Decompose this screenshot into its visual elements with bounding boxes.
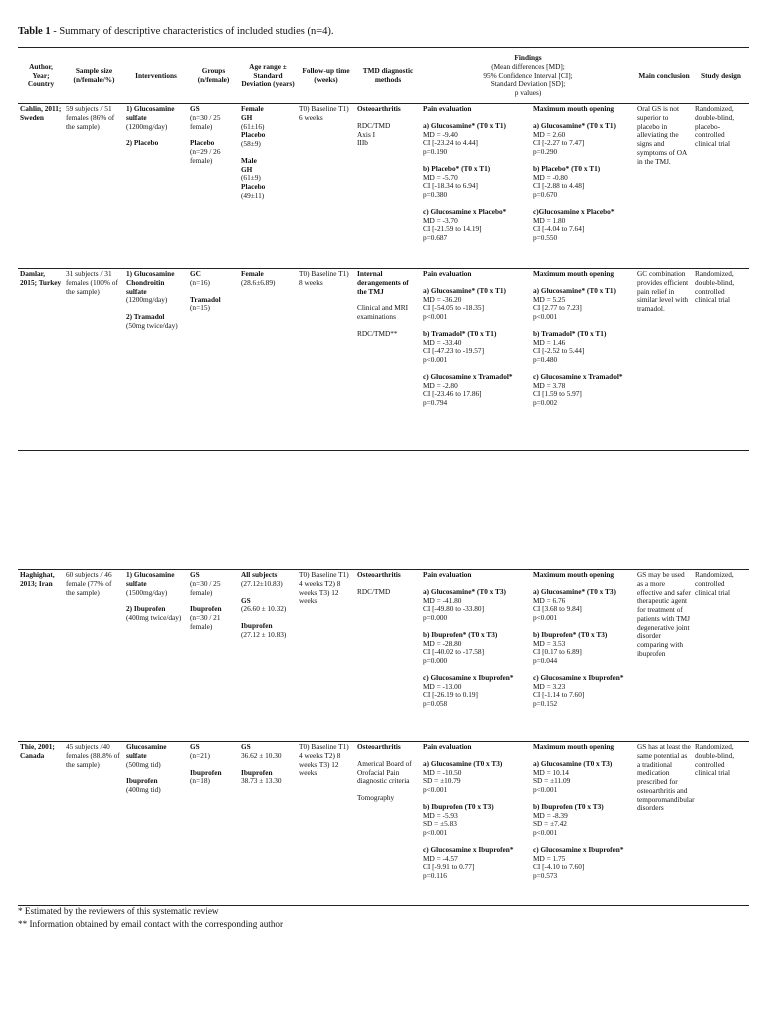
intervention-1: 1) Glucosamine Chondroitin sulfate xyxy=(126,269,175,296)
group-1-detail: (n=16) xyxy=(190,277,210,287)
pain-evaluation-cell xyxy=(421,104,531,269)
conclusion-cell xyxy=(635,570,693,742)
pain-evaluation-title: Pain evaluation xyxy=(423,104,472,113)
study-design-text: Randomized, double-blind, controlled clinical trial xyxy=(695,742,735,778)
finding-value: p=0.380 xyxy=(423,190,448,199)
finding-value: p<0.001 xyxy=(423,312,448,321)
sample-size-text: 45 subjects /40 females (88.8% of the sample) xyxy=(66,742,120,769)
finding-heading: c)Glucosamine x Placebo* xyxy=(533,206,615,216)
sample-size-cell xyxy=(64,104,124,269)
finding-value: p=0.480 xyxy=(533,355,558,364)
tmd-method-line: Osteoarthritis xyxy=(357,570,401,579)
tmd-method-line: Tomography xyxy=(357,793,395,802)
finding-value: p=0.152 xyxy=(533,699,558,708)
finding-value: MD = -5.93 xyxy=(423,810,458,820)
intervention-2-dose: (50mg twice/day) xyxy=(126,320,178,330)
finding-value: MD = -28.80 xyxy=(423,638,462,648)
conclusion-cell xyxy=(635,104,693,269)
header-findings-line: (Mean differences [MD]; xyxy=(491,61,565,71)
group-2-detail: (n=15) xyxy=(190,303,210,313)
age-line: (58±9) xyxy=(241,139,261,148)
conclusion-text: GS has at least the same potential as a traditional medication prescribed for osteoarthritis and temporomandibular disorders xyxy=(637,742,695,813)
tmd-method-line: RDC/TMD** xyxy=(357,328,398,338)
finding-value: p<0.001 xyxy=(533,828,558,837)
finding-heading: a) Glucosamine* (T0 x T1) xyxy=(533,120,616,130)
header-conclusion: Main conclusion xyxy=(638,70,690,80)
finding-value: MD = -41.80 xyxy=(423,595,462,605)
study-design-text: Randomized, double-blind, placebo-controlled clinical trial xyxy=(695,104,735,148)
group-2: Ibuprofen xyxy=(190,767,222,777)
finding-value: p=0.550 xyxy=(533,233,558,242)
intervention-1: 1) Glucosamine sulfate xyxy=(126,570,175,588)
follow-up-cell xyxy=(297,104,355,269)
table-caption-text: - Summary of descriptive characteristics of included studies (n=4). xyxy=(50,26,334,37)
intervention-2-dose: (400mg tid) xyxy=(126,785,161,794)
finding-heading: a) Glucosamine (T0 x T3) xyxy=(423,758,503,768)
interventions-cell xyxy=(124,742,188,902)
follow-up-cell xyxy=(297,269,355,449)
group-2: Ibuprofen xyxy=(190,604,222,614)
groups-cell xyxy=(188,570,239,742)
follow-up-text: T0) Baseline T1) 4 weeks T2) 8 weeks T3) 12 weeks xyxy=(299,742,349,778)
study-design-cell xyxy=(693,269,749,449)
intervention-2: 2) Placebo xyxy=(126,138,159,148)
header-interventions: Interventions xyxy=(135,70,177,80)
mouth-opening-cell xyxy=(531,742,635,902)
study-design-cell xyxy=(693,570,749,742)
finding-heading: a) Glucosamine* (T0 x T3) xyxy=(423,586,506,596)
finding-value: SD = ±11.09 xyxy=(533,776,571,786)
finding-value: p=0.000 xyxy=(423,613,448,622)
age-cell xyxy=(239,742,297,902)
intervention-1-dose: (1200mg/day) xyxy=(126,121,168,131)
intervention-1: 1) Glucosamine sulfate xyxy=(126,104,175,122)
header-findings-title: Findings xyxy=(514,53,542,63)
finding-heading: c) Glucosamine x Ibuprofen* xyxy=(533,844,624,854)
conclusion-cell xyxy=(635,269,693,449)
finding-value: p=0.687 xyxy=(423,233,448,242)
group-1: GS xyxy=(190,742,200,751)
group-1-detail: (n=21) xyxy=(190,750,210,760)
finding-value: CI [0.17 to 6.89] xyxy=(533,647,582,657)
follow-up-text: T0) Baseline T1) 4 weeks T2) 8 weeks T3) 12 weeks xyxy=(299,570,349,606)
intervention-1: Glucosamine sulfate xyxy=(126,742,167,760)
tmd-method-line: RDC/TMD xyxy=(357,120,391,130)
age-line: Ibuprofen xyxy=(241,767,273,777)
pain-evaluation-title: Pain evaluation xyxy=(423,742,472,751)
age-line: All subjects xyxy=(241,570,278,579)
finding-value: MD = 3.53 xyxy=(533,638,566,648)
author-cell xyxy=(18,570,64,742)
intervention-1-dose: (1200mg/day) xyxy=(126,295,168,305)
conclusion-cell xyxy=(635,742,693,902)
age-line: (27.12 ± 10.83) xyxy=(241,629,287,639)
finding-value: CI [-47.23 to -19.57] xyxy=(423,346,485,356)
finding-value: MD = -33.40 xyxy=(423,337,462,347)
sample-size-cell xyxy=(64,570,124,742)
finding-value: p<0.001 xyxy=(423,828,448,837)
sample-size-text: 60 subjects / 46 female (77% of the sample) xyxy=(66,570,112,597)
age-line: GS xyxy=(241,742,251,751)
studies-table-part-1 xyxy=(18,47,749,449)
age-line: (28.6±6.89) xyxy=(241,277,276,287)
group-1: GC xyxy=(190,269,201,278)
studies-table-part-2 xyxy=(18,569,749,902)
mouth-opening-cell xyxy=(531,104,635,269)
header-findings-line: 95% Confidence Interval [CI]; xyxy=(483,70,573,80)
finding-value: MD = -3.70 xyxy=(423,215,458,225)
header-findings-line: p values) xyxy=(514,88,542,98)
follow-up-cell xyxy=(297,742,355,902)
finding-value: CI [-23.46 to 17.86] xyxy=(423,389,482,399)
table-divider xyxy=(18,450,749,451)
study-design-text: Randomized, controlled clinical trial xyxy=(695,570,734,597)
group-2-detail: (n=29 / 26 female) xyxy=(190,147,221,165)
follow-up-text: T0) Baseline T1) 8 weeks xyxy=(299,269,349,287)
finding-value: SD = ±5.83 xyxy=(423,819,457,829)
tmd-methods-cell xyxy=(355,570,421,742)
intervention-2: Ibuprofen xyxy=(126,776,158,786)
finding-value: p<0.001 xyxy=(423,355,448,364)
age-line: (26.60 ± 10.32) xyxy=(241,604,287,614)
finding-value: p=0.290 xyxy=(533,147,558,156)
mouth-opening-title: Maximum mouth opening xyxy=(533,104,615,113)
finding-value: CI [1.59 to 5.97] xyxy=(533,389,582,399)
finding-heading: c) Glucosamine x Ibuprofen* xyxy=(423,844,514,854)
intervention-1-dose: (500mg tid) xyxy=(126,759,161,769)
author-text: Damlar, 2015; Turkey xyxy=(20,269,62,287)
group-1: GS xyxy=(190,570,200,579)
tmd-method-line: RDC/TMD xyxy=(357,586,391,596)
study-row xyxy=(18,269,749,449)
intervention-2: 2) Tramadol xyxy=(126,312,165,321)
finding-value: MD = -13.00 xyxy=(423,681,462,691)
study-design-text: Randomized, double-blind, controlled clinical trial xyxy=(695,269,735,305)
finding-value: MD = -0.80 xyxy=(533,172,568,182)
finding-value: MD = -36.20 xyxy=(423,294,462,304)
interventions-cell xyxy=(124,570,188,742)
tmd-methods-cell xyxy=(355,269,421,449)
finding-value: CI [-9.91 to 0.77] xyxy=(423,862,475,872)
header-follow-up: Follow-up time (weeks) xyxy=(302,66,350,84)
study-design-cell xyxy=(693,742,749,902)
author-text: Haghighat, 2013; Iran xyxy=(20,570,55,588)
age-line: GH xyxy=(241,112,253,122)
finding-value: MD = 1.75 xyxy=(533,853,566,863)
age-line: (27.12±10.83) xyxy=(241,578,283,588)
finding-heading: b) Ibuprofen* (T0 x T3) xyxy=(533,629,608,639)
tmd-method-line: Clinical and MRI examinations xyxy=(357,303,409,321)
sample-size-text: 31 subjects / 31 females (100% of the sample) xyxy=(66,269,118,296)
group-1-detail: (n=30 / 25 female) xyxy=(190,112,221,131)
finding-heading: a) Glucosamine* (T0 x T1) xyxy=(423,120,506,130)
finding-heading: a) Glucosamine* (T0 x T1) xyxy=(533,285,616,295)
finding-value: SD = ±10.79 xyxy=(423,776,461,786)
follow-up-text: T0) Baseline T1) 6 weeks xyxy=(299,104,349,122)
age-line: Female xyxy=(241,269,264,278)
finding-value: p=0.002 xyxy=(533,398,558,407)
finding-value: MD = -9.40 xyxy=(423,129,458,139)
finding-value: CI [-4.10 to 7.60] xyxy=(533,862,585,872)
age-line: GH xyxy=(241,164,253,174)
finding-value: p=0.573 xyxy=(533,871,558,880)
finding-heading: a) Glucosamine* (T0 x T1) xyxy=(423,285,506,295)
mouth-opening-cell xyxy=(531,269,635,449)
finding-value: CI [-2.88 to 4.48] xyxy=(533,181,585,191)
group-1-detail: (n=30 / 25 female) xyxy=(190,578,221,597)
header-sample-size: Sample size (n/female/%) xyxy=(73,66,115,84)
finding-value: MD = -4.57 xyxy=(423,853,458,863)
pain-evaluation-cell xyxy=(421,269,531,449)
finding-heading: c) Glucosamine x Ibuprofen* xyxy=(423,672,514,682)
group-2-detail: (n=30 / 21 female) xyxy=(190,613,221,631)
finding-value: MD = -2.80 xyxy=(423,380,458,390)
finding-value: MD = 1.80 xyxy=(533,215,566,225)
finding-value: p<0.001 xyxy=(533,785,558,794)
tmd-method-line: IIIb xyxy=(357,138,368,148)
age-line: (49±11) xyxy=(241,190,265,200)
tmd-methods-cell xyxy=(355,104,421,269)
finding-value: p=0.794 xyxy=(423,398,448,407)
header-findings-line: Standard Deviation [SD]; xyxy=(490,79,566,89)
pain-evaluation-title: Pain evaluation xyxy=(423,570,472,579)
author-cell xyxy=(18,269,64,449)
finding-heading: b) Tramadol* (T0 x T1) xyxy=(423,328,497,338)
finding-heading: b) Ibuprofen (T0 x T3) xyxy=(533,801,604,811)
author-cell xyxy=(18,104,64,269)
age-cell xyxy=(239,104,297,269)
conclusion-text: GS may be used as a more effective and safer therapeutic agent for treatment of patients with TMJ degenerative joint disorder comparing with ibuprofen xyxy=(637,570,691,658)
age-line: GS xyxy=(241,595,251,605)
finding-value: CI [-1.14 to 7.60] xyxy=(533,690,585,700)
age-line: Ibuprofen xyxy=(241,621,273,630)
age-line: Placebo xyxy=(241,130,266,140)
finding-value: MD = 3.23 xyxy=(533,681,566,691)
tmd-method-line: Osteoarthritis xyxy=(357,742,401,751)
intervention-2-dose: (400mg twice/day) xyxy=(126,613,182,622)
author-text: Cahlin, 2011; Sweden xyxy=(20,104,62,122)
group-2-detail: (n=18) xyxy=(190,776,210,786)
finding-value: CI [-21.59 to 14.19] xyxy=(423,224,482,234)
finding-heading: c) Glucosamine x Placebo* xyxy=(423,206,507,216)
finding-heading: c) Glucosamine x Ibuprofen* xyxy=(533,672,624,682)
footnote: * Estimated by the reviewers of this systematic review xyxy=(18,906,219,916)
mouth-opening-title: Maximum mouth opening xyxy=(533,269,615,278)
finding-heading: c) Glucosamine x Tramadol* xyxy=(533,371,623,381)
age-line: Male xyxy=(241,155,257,165)
age-line: Placebo xyxy=(241,182,266,191)
finding-value: CI [2.77 to 7.23] xyxy=(533,303,582,313)
group-2: Placebo xyxy=(190,138,215,148)
header-study-design: Study design xyxy=(701,70,741,80)
age-line: 38.73 ± 13.30 xyxy=(241,776,282,786)
finding-value: p=0.190 xyxy=(423,147,448,156)
finding-value: CI [3.68 to 9.84] xyxy=(533,604,582,614)
finding-value: p<0.001 xyxy=(533,312,558,321)
finding-value: CI [-18.34 to 6.94] xyxy=(423,181,478,191)
age-line: 36.62 ± 10.30 xyxy=(241,750,282,760)
study-row xyxy=(18,104,749,269)
interventions-cell xyxy=(124,269,188,449)
finding-value: MD = 10.14 xyxy=(533,767,569,777)
tmd-methods-cell xyxy=(355,742,421,902)
header-groups: Groups (n/female) xyxy=(197,66,230,84)
intervention-1-dose: (1500mg/day) xyxy=(126,587,168,597)
finding-value: p=0.116 xyxy=(423,871,447,880)
finding-value: CI [-2.27 to 7.47] xyxy=(533,138,585,148)
header-age-range: Age range ± Standard Deviation (years) xyxy=(241,61,295,89)
finding-value: p=0.044 xyxy=(533,656,558,665)
finding-heading: b) Tramadol* (T0 x T1) xyxy=(533,328,607,338)
finding-value: p=0.058 xyxy=(423,699,448,708)
tmd-method-line: Internal derangements of the TMJ xyxy=(357,269,409,296)
mouth-opening-cell xyxy=(531,570,635,742)
study-design-cell xyxy=(693,104,749,269)
pain-evaluation-cell xyxy=(421,742,531,902)
tmd-method-line: Axis I xyxy=(357,129,376,139)
age-cell xyxy=(239,570,297,742)
groups-cell xyxy=(188,742,239,902)
finding-value: CI [-26.19 to 0.19] xyxy=(423,690,478,700)
finding-value: p=0.670 xyxy=(533,190,558,199)
finding-value: MD = 1.46 xyxy=(533,337,566,347)
mouth-opening-title: Maximum mouth opening xyxy=(533,742,615,751)
finding-value: MD = 2.60 xyxy=(533,129,566,139)
mouth-opening-title: Maximum mouth opening xyxy=(533,570,615,579)
finding-value: CI [-40.02 to -17.58] xyxy=(423,647,485,657)
finding-value: MD = -8.39 xyxy=(533,810,568,820)
footnote: ** Information obtained by email contact with the corresponding author xyxy=(18,919,284,929)
finding-value: MD = 6.76 xyxy=(533,595,566,605)
finding-heading: a) Glucosamine* (T0 x T3) xyxy=(533,586,616,596)
pain-evaluation-cell xyxy=(421,570,531,742)
age-line: (61±16) xyxy=(241,121,265,131)
follow-up-cell xyxy=(297,570,355,742)
finding-value: p<0.001 xyxy=(533,613,558,622)
author-cell xyxy=(18,742,64,902)
groups-cell xyxy=(188,104,239,269)
finding-value: MD = -10.50 xyxy=(423,767,462,777)
group-1: GS xyxy=(190,104,200,113)
study-row xyxy=(18,742,749,902)
sample-size-cell xyxy=(64,742,124,902)
finding-heading: c) Glucosamine x Tramadol* xyxy=(423,371,513,381)
age-cell xyxy=(239,269,297,449)
group-2: Tramadol xyxy=(190,294,221,304)
tmd-method-line: Osteoarthritis xyxy=(357,104,401,113)
finding-heading: b) Ibuprofen (T0 x T3) xyxy=(423,801,494,811)
finding-heading: b) Placebo* (T0 x T1) xyxy=(533,163,601,173)
conclusion-text: GC combination provides efficient pain relief in similar level with tramadol. xyxy=(637,269,689,313)
finding-value: CI [-4.04 to 7.64] xyxy=(533,224,585,234)
interventions-cell xyxy=(124,104,188,269)
tmd-method-line: Americal Board of Orofacial Pain diagnostic criteria xyxy=(357,758,412,786)
finding-heading: b) Placebo* (T0 x T1) xyxy=(423,163,491,173)
finding-value: CI [-2.52 to 5.44] xyxy=(533,346,585,356)
age-line: Female xyxy=(241,104,264,113)
finding-value: MD = -5.70 xyxy=(423,172,458,182)
finding-value: MD = 5.25 xyxy=(533,294,566,304)
sample-size-cell xyxy=(64,269,124,449)
author-text: Thie, 2001; Canada xyxy=(20,742,55,760)
header-findings xyxy=(421,48,635,104)
finding-value: MD = 3.78 xyxy=(533,380,566,390)
header-tmd-methods: TMD diagnostic methods xyxy=(362,66,414,84)
pain-evaluation-title: Pain evaluation xyxy=(423,269,472,278)
finding-heading: b) Ibuprofen* (T0 x T3) xyxy=(423,629,498,639)
table-label: Table 1 xyxy=(18,26,51,37)
finding-value: CI [-54.05 to -18.35] xyxy=(423,303,485,313)
intervention-2: 2) Ibuprofen xyxy=(126,604,166,614)
study-row xyxy=(18,570,749,742)
finding-value: CI [-49.80 to -33.80] xyxy=(423,604,485,614)
finding-value: CI [-23.24 to 4.44] xyxy=(423,138,478,148)
table-caption xyxy=(18,26,334,37)
conclusion-text: Oral GS is not superior to placebo in alleviating the signs and symptoms of OA in the TMJ. xyxy=(637,104,687,166)
age-line: (61±9) xyxy=(241,173,261,183)
finding-value: SD = ±7.42 xyxy=(533,819,567,829)
groups-cell xyxy=(188,269,239,449)
sample-size-text: 59 subjects / 51 females (86% of the sample) xyxy=(66,104,115,131)
finding-value: p=0.000 xyxy=(423,656,448,665)
finding-value: p<0.001 xyxy=(423,785,448,794)
finding-heading: a) Glucosamine (T0 x T3) xyxy=(533,758,613,768)
header-author: Author, Year; Country xyxy=(27,61,55,89)
